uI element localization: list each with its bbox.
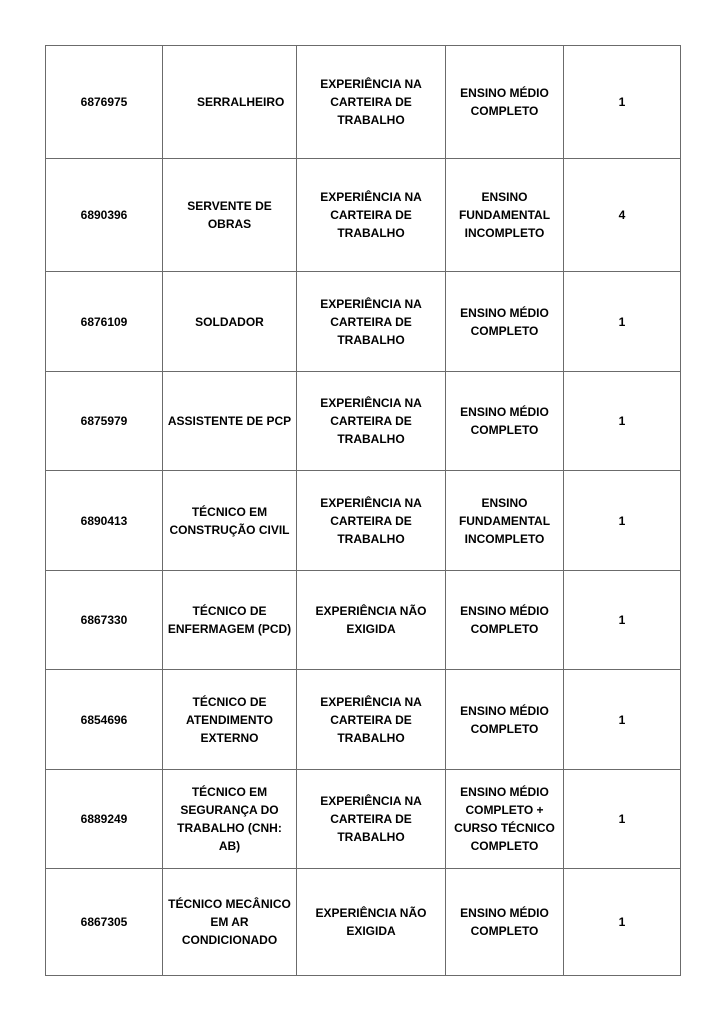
- vacancy-code: 6876109: [46, 272, 163, 372]
- table-row: [46, 471, 681, 571]
- education-requirement: ENSINO FUNDAMENTAL INCOMPLETO: [446, 159, 564, 272]
- job-title: ASSISTENTE DE PCP: [163, 372, 297, 471]
- job-title: TÉCNICO MECÂNICO EM AR CONDICIONADO: [163, 869, 297, 976]
- vacancy-quantity: 1: [564, 571, 681, 670]
- experience-requirement: EXPERIÊNCIA NA CARTEIRA DE TRABALHO: [297, 471, 446, 571]
- education-requirement: ENSINO FUNDAMENTAL INCOMPLETO: [446, 471, 564, 571]
- table-row: [46, 869, 681, 976]
- vacancy-quantity: 1: [564, 372, 681, 471]
- experience-requirement: EXPERIÊNCIA NA CARTEIRA DE TRABALHO: [297, 372, 446, 471]
- vacancy-quantity: 1: [564, 869, 681, 976]
- vacancy-code: 6854696: [46, 670, 163, 770]
- job-title: TÉCNICO EM CONSTRUÇÃO CIVIL: [163, 471, 297, 571]
- job-title: TÉCNICO DE ENFERMAGEM (PCD): [163, 571, 297, 670]
- education-requirement: ENSINO MÉDIO COMPLETO: [446, 46, 564, 159]
- job-title: TÉCNICO DE ATENDIMENTO EXTERNO: [163, 670, 297, 770]
- experience-requirement: EXPERIÊNCIA NA CARTEIRA DE TRABALHO: [297, 159, 446, 272]
- education-requirement: ENSINO MÉDIO COMPLETO: [446, 869, 564, 976]
- vacancy-quantity: 1: [564, 471, 681, 571]
- vacancy-quantity: 1: [564, 670, 681, 770]
- table-row: [46, 670, 681, 770]
- table-row: [46, 571, 681, 670]
- vacancy-quantity: 1: [564, 272, 681, 372]
- vacancy-code: 6890396: [46, 159, 163, 272]
- vacancy-quantity: 4: [564, 159, 681, 272]
- vacancy-code: 6890413: [46, 471, 163, 571]
- table-row: [46, 159, 681, 272]
- vacancy-code: 6876975: [46, 46, 163, 159]
- experience-requirement: EXPERIÊNCIA NÃO EXIGIDA: [297, 571, 446, 670]
- job-title: SOLDADOR: [163, 272, 297, 372]
- experience-requirement: EXPERIÊNCIA NA CARTEIRA DE TRABALHO: [297, 272, 446, 372]
- education-requirement: ENSINO MÉDIO COMPLETO: [446, 571, 564, 670]
- vacancy-quantity: 1: [564, 46, 681, 159]
- job-title: SERRALHEIRO: [163, 46, 297, 159]
- vacancy-code: 6875979: [46, 372, 163, 471]
- job-title: SERVENTE DE OBRAS: [163, 159, 297, 272]
- vacancy-quantity: 1: [564, 770, 681, 869]
- education-requirement: ENSINO MÉDIO COMPLETO + CURSO TÉCNICO COMPLETO: [446, 770, 564, 869]
- table-row: [46, 372, 681, 471]
- vacancy-code: 6867330: [46, 571, 163, 670]
- job-vacancies-table: [45, 45, 681, 976]
- vacancy-code: 6889249: [46, 770, 163, 869]
- experience-requirement: EXPERIÊNCIA NA CARTEIRA DE TRABALHO: [297, 46, 446, 159]
- vacancy-code: 6867305: [46, 869, 163, 976]
- education-requirement: ENSINO MÉDIO COMPLETO: [446, 670, 564, 770]
- experience-requirement: EXPERIÊNCIA NÃO EXIGIDA: [297, 869, 446, 976]
- experience-requirement: EXPERIÊNCIA NA CARTEIRA DE TRABALHO: [297, 770, 446, 869]
- table-row: [46, 46, 681, 159]
- table-row: [46, 272, 681, 372]
- experience-requirement: EXPERIÊNCIA NA CARTEIRA DE TRABALHO: [297, 670, 446, 770]
- table-row: [46, 770, 681, 869]
- education-requirement: ENSINO MÉDIO COMPLETO: [446, 372, 564, 471]
- education-requirement: ENSINO MÉDIO COMPLETO: [446, 272, 564, 372]
- job-title: TÉCNICO EM SEGURANÇA DO TRABALHO (CNH: AB): [163, 770, 297, 869]
